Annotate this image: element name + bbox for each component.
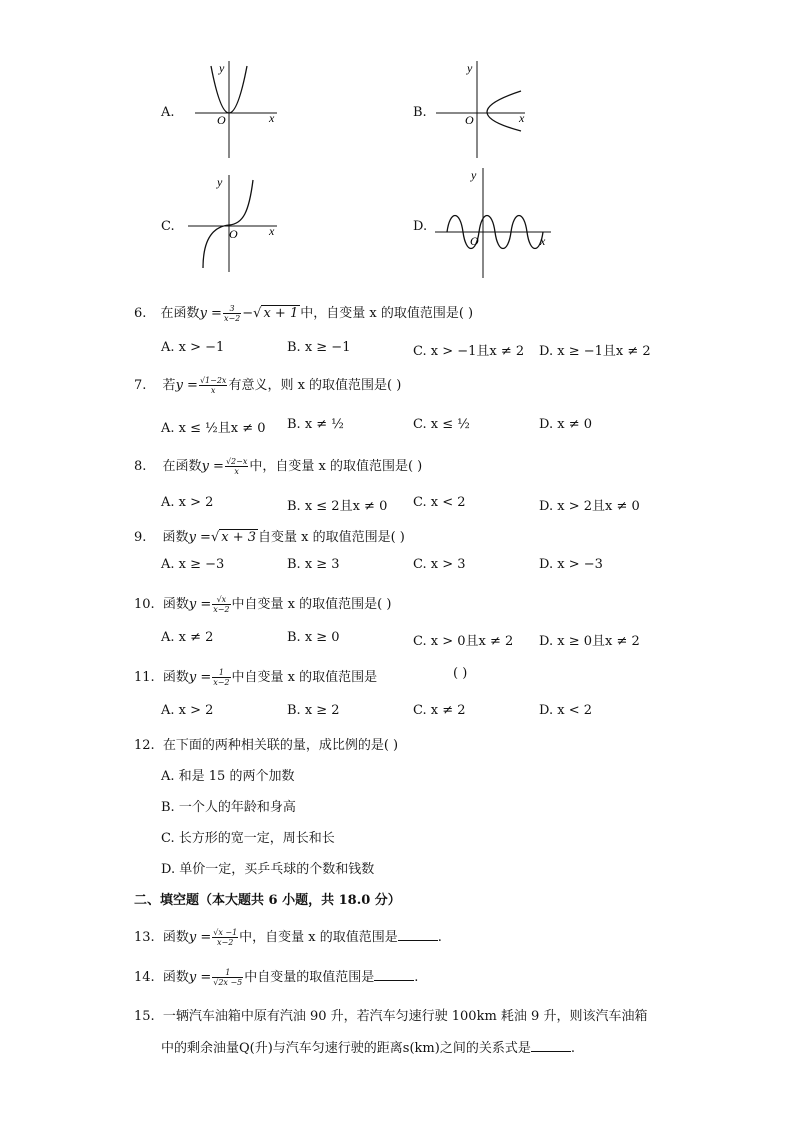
question-8-option-c[interactable]: C. x < 2	[413, 495, 466, 510]
graph-c-ylabel: y	[217, 175, 223, 189]
question-15-answer-blank[interactable]	[531, 1039, 571, 1052]
graph-a-ylabel: y	[219, 61, 225, 75]
graph-d-xlabel: x	[540, 234, 546, 248]
question-6-fraction: $\frac{3}{x-2}$	[223, 304, 241, 323]
question-7-fraction: $\frac{√1-2x}{x}$	[199, 376, 227, 395]
question-14-number: 14.	[134, 970, 155, 985]
question-7-option-c[interactable]: C. x ≤ ½	[413, 417, 470, 432]
graph-c-xlabel: x	[269, 224, 275, 238]
question-15-number: 15.	[134, 1009, 155, 1024]
question-13-pre: 函数	[162, 930, 189, 945]
question-13-post: 中，自变量 x 的取值范围是	[239, 930, 398, 945]
graph-c-label: C.	[161, 219, 175, 234]
question-13-end: .	[437, 930, 442, 945]
section-2-heading: 二、填空题（本大题共 6 小题，共 18.0 分）	[134, 893, 401, 908]
question-7-pre: 若	[162, 378, 176, 393]
question-9-sqrt: x + 3	[221, 530, 256, 545]
question-9-number: 9.	[134, 530, 147, 545]
question-7-stem	[134, 374, 401, 395]
question-9-option-b[interactable]: B. x ≥ 3	[287, 557, 340, 572]
question-7-fn: y =	[175, 378, 198, 393]
question-11-pre: 函数	[162, 670, 189, 685]
question-11-option-b[interactable]: B. x ≥ 2	[287, 703, 340, 718]
question-14-stem	[134, 966, 418, 987]
question-6-option-c[interactable]: C. x > −1且x ≠ 2	[413, 344, 525, 359]
question-8-fn: y =	[201, 459, 224, 474]
question-14-pre: 函数	[162, 970, 189, 985]
question-12-option-c[interactable]: C. 长方形的宽一定，周长和长	[161, 831, 335, 846]
question-6-fn: y =	[199, 306, 222, 321]
question-10-option-a[interactable]: A. x ≠ 2	[161, 630, 214, 645]
question-11-post: 中自变量 x 的取值范围是	[231, 670, 378, 685]
graph-c-origin: O	[229, 227, 238, 241]
question-10-option-c[interactable]: C. x > 0且x ≠ 2	[413, 634, 514, 649]
graph-d-ylabel: y	[471, 168, 477, 182]
question-9-pre: 函数	[162, 530, 189, 545]
question-11-fn: y =	[188, 670, 212, 685]
question-6-minus: −	[242, 306, 254, 321]
graph-a-label: A.	[161, 105, 175, 120]
question-7-post: 有意义，则 x 的取值范围是( )	[228, 378, 402, 393]
graph-b-label: B.	[413, 105, 427, 120]
question-7-option-b[interactable]: B. x ≠ ½	[287, 417, 344, 432]
question-11-number: 11.	[134, 670, 155, 685]
question-14-post: 中自变量的取值范围是	[244, 970, 375, 985]
question-11-stem	[134, 666, 377, 687]
question-12-option-a[interactable]: A. 和是 15 的两个加数	[161, 769, 295, 784]
graph-a-xlabel: x	[269, 111, 275, 125]
question-15-line-2-wrap	[161, 1037, 575, 1056]
question-10-stem	[134, 593, 391, 614]
graph-d-wave	[433, 165, 558, 280]
graph-b-xlabel: x	[519, 111, 525, 125]
question-15-stem	[134, 1005, 647, 1024]
question-7-option-d[interactable]: D. x ≠ 0	[539, 417, 592, 432]
question-14-end: .	[414, 970, 419, 985]
question-9-post: 自变量 x 的取值范围是( )	[258, 530, 405, 545]
question-11-option-a[interactable]: A. x > 2	[161, 703, 214, 718]
question-9-option-c[interactable]: C. x > 3	[413, 557, 466, 572]
graph-c-cubic	[185, 172, 285, 274]
question-9-stem: 9. 函数y =√ x + 3 自变量 x 的取值范围是( )	[134, 530, 405, 545]
question-10-fn: y =	[188, 597, 212, 612]
graph-b-sideways-parabola	[433, 58, 533, 160]
question-8-number: 8.	[134, 459, 147, 474]
question-9-option-a[interactable]: A. x ≥ −3	[161, 557, 225, 572]
graph-a-origin: O	[217, 113, 226, 127]
question-13-fn: y =	[188, 930, 212, 945]
question-12-number: 12.	[134, 738, 155, 753]
question-9-option-d[interactable]: D. x > −3	[539, 557, 603, 572]
graph-b-ylabel: y	[467, 61, 473, 75]
question-6-option-d[interactable]: D. x ≥ −1且x ≠ 2	[539, 344, 651, 359]
question-8-pre: 在函数	[162, 459, 202, 474]
question-12-option-d[interactable]: D. 单价一定，买乒乓球的个数和钱数	[161, 862, 375, 877]
question-10-pre: 函数	[162, 597, 189, 612]
question-10-post: 中自变量 x 的取值范围是( )	[231, 597, 392, 612]
question-11-option-d[interactable]: D. x < 2	[539, 703, 592, 718]
question-10-option-b[interactable]: B. x ≥ 0	[287, 630, 340, 645]
question-14-fraction: $\frac{1}{√2x -5}$	[213, 968, 243, 987]
question-10-number: 10.	[134, 597, 155, 612]
question-7-number: 7.	[134, 378, 147, 393]
question-12-stem	[134, 734, 398, 753]
question-14-fn: y =	[188, 970, 212, 985]
graph-d-origin: O	[470, 234, 479, 248]
question-15-line-1: 一辆汽车油箱中原有汽油 90 升，若汽车匀速行驶 100km 耗油 9 升，则该汽车油箱	[162, 1009, 648, 1024]
question-7-option-a[interactable]: A. x ≤ ½且x ≠ 0	[161, 421, 266, 436]
question-10-fraction: $\frac{√x}{x-2}$	[213, 595, 230, 614]
question-10-option-d[interactable]: D. x ≥ 0且x ≠ 2	[539, 634, 640, 649]
question-11-option-c[interactable]: C. x ≠ 2	[413, 703, 466, 718]
question-13-fraction: $\frac{√x -1}{x-2}$	[213, 928, 238, 947]
question-8-option-b[interactable]: B. x ≤ 2且x ≠ 0	[287, 499, 388, 514]
question-6-post: 中，自变量 x 的取值范围是( )	[300, 306, 474, 321]
question-8-stem	[134, 455, 422, 476]
question-8-option-a[interactable]: A. x > 2	[161, 495, 214, 510]
question-12-text: 在下面的两种相关联的量，成比例的是( )	[162, 738, 399, 753]
question-13-answer-blank[interactable]	[398, 928, 438, 941]
question-11-paren: ( )	[453, 666, 468, 681]
question-15-end: .	[570, 1041, 575, 1056]
question-6-sqrt: x + 1	[263, 306, 299, 321]
question-9-fn: y =	[188, 530, 211, 545]
question-13-number: 13.	[134, 930, 155, 945]
question-6-stem: 6. 在函数y = $\frac{3}{x-2}$ −√ x + 1 中，自变量 x 的取值范围是( )	[134, 304, 474, 323]
question-8-option-d[interactable]: D. x > 2且x ≠ 0	[539, 499, 640, 514]
question-6-number: 6.	[134, 306, 147, 321]
question-14-answer-blank[interactable]	[374, 968, 414, 981]
question-15-line-2: 中的剩余油量Q(升)与汽车匀速行驶的距离s(km)之间的关系式是	[161, 1041, 531, 1056]
graph-d-label: D.	[413, 219, 428, 234]
question-6-option-a[interactable]: A. x > −1	[161, 340, 225, 355]
question-6-option-b[interactable]: B. x ≥ −1	[287, 340, 351, 355]
question-6-pre: 在函数	[160, 306, 200, 321]
question-8-fraction: $\frac{√2-x}{x}$	[225, 457, 248, 476]
question-13-stem	[134, 926, 442, 947]
question-11-fraction: $\frac{1}{x-2}$	[213, 668, 230, 687]
graph-b-origin: O	[465, 113, 474, 127]
graph-a-parabola	[185, 58, 285, 160]
question-12-option-b[interactable]: B. 一个人的年龄和身高	[161, 800, 296, 815]
question-8-post: 中，自变量 x 的取值范围是( )	[249, 459, 423, 474]
